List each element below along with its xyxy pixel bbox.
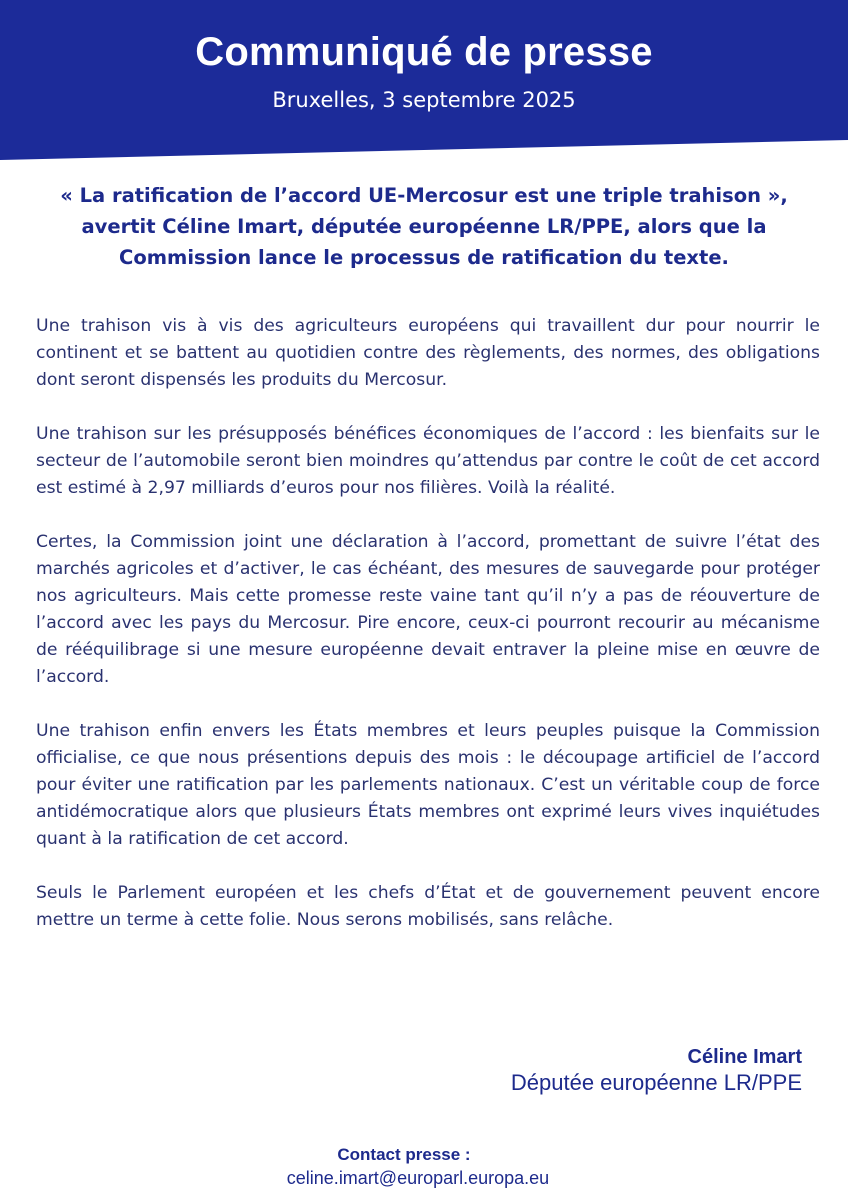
paragraph: Seuls le Parlement européen et les chefs d’État et de gouvernement peuvent encore mettre un terme à cette folie. Nous serons mobilisés, sans relâche. [36, 883, 820, 930]
paragraph: Une trahison sur les présupposés bénéfices économiques de l’accord : les bienfaits sur le secteur de l’automobile seront bien moindres qu’attendus par contre le coût de cet accord est estimé à 2,97 milliards d’euros pour nos filières. Voilà la réalité. [36, 424, 820, 498]
contact-email[interactable]: celine.imart@europarl.europa.eu [286, 1168, 550, 1188]
headline: « La ratification de l’accord UE-Mercosur est une triple trahison », avertit Céline Imart, députée européenne LR/PPE, alors que la Commission lance le processus de ratification du texte. [60, 184, 788, 269]
header-background-shape [0, 0, 848, 160]
release-date: Bruxelles, 3 septembre 2025 [272, 88, 576, 112]
paragraph: Certes, la Commission joint une déclaration à l’accord, promettant de suivre l’état des marchés agricoles et d’activer, le cas échéant, des mesures de sauvegarde pour protéger nos agriculteurs. Mais cette promesse reste vaine tant qu’il n’y a pas de réouverture de l’accord avec les pays du Mercosur. Pire encore, ceux-ci pourront recourir au mécanisme de rééquilibrage si une mesure européenne devait entraver la pleine mise en œuvre de l’accord. [36, 532, 820, 687]
signatory-role: Députée européenne LR/PPE [510, 1070, 802, 1095]
header-banner [0, 0, 848, 160]
paragraph: Une trahison vis à vis des agriculteurs européens qui travaillent dur pour nourrir le continent et se battent au quotidien contre des règlements, des normes, des obligations dont seront dispensés les produits du Mercosur. [36, 316, 820, 390]
contact-label: Contact presse : [337, 1145, 471, 1164]
press-release-body [36, 313, 820, 961]
signature-block [511, 1044, 802, 1096]
paragraph: Une trahison enfin envers les États membres et leurs peuples puisque la Commission officialise, ce que nous présentions depuis des mois : le découpage artificiel de l’accord pour éviter une ratification par les parlements nationaux. C’est un véritable coup de force antidémocratique alors que plusieurs États membres ont exprimé leurs vives inquiétudes quant à la ratification de cet accord. [36, 721, 820, 849]
press-contact [0, 1144, 848, 1190]
page-title: Communiqué de presse [195, 30, 653, 74]
signatory-name: Céline Imart [687, 1046, 802, 1068]
